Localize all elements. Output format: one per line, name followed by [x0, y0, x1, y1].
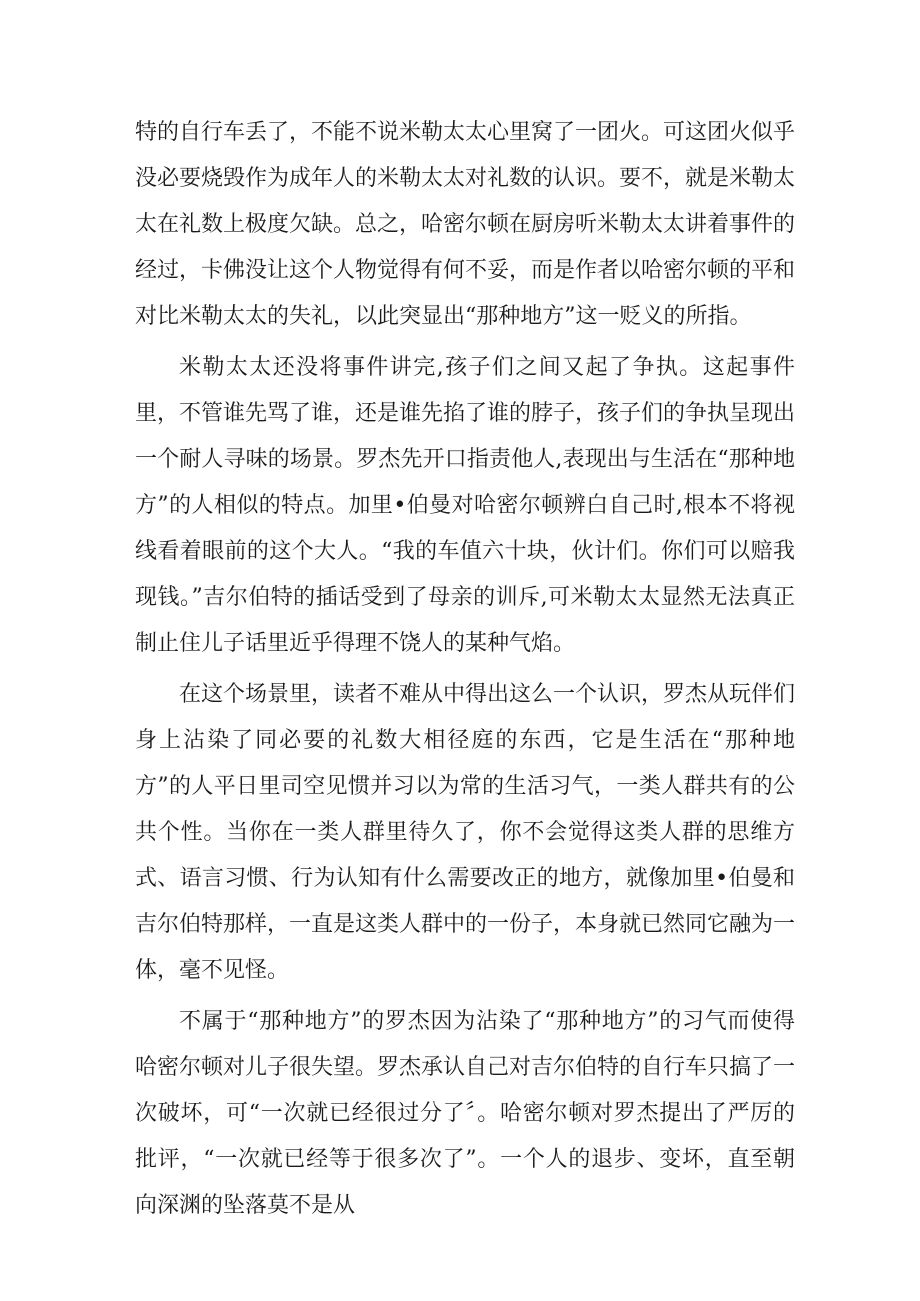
paragraph-3: 在这个场景里，读者不难从中得出这么一个认识，罗杰从玩伴们身上沾染了同必要的礼数大相径庭的东西，它是生活在“那种地方”的人平日里司空见惯并习以为常的生活习气，一类人群共有的公共个性。当你在一类人群里待久了，你不会觉得这类人群的思维方式、语言习惯、行为认知有什么需要改正的地方，就像加里•伯曼和吉尔伯特那样，一直是这类人群中的一份子，本身就已然同它融为一体，毫不见怪。 [135, 682, 796, 983]
paragraph-2: 米勒太太还没将事件讲完,孩子们之间又起了争执。这起事件里，不管谁先骂了谁，还是谁先掐了谁的脖子，孩子们的争执呈现出一个耐人寻味的场景。罗杰先开口指责他人,表现出与生活在“那种地方”的人相似的特点。加里•伯曼对哈密尔顿辨白自己时,根本不将视线看着眼前的这个大人。“我的车值六十块，伙计们。你们可以赔我现钱。”吉尔伯特的插话受到了母亲的训斥,可米勒太太显然无法真正制止住儿子话里近乎得理不饶人的某种气焰。 [135, 355, 796, 656]
paragraph-1: 特的自行车丢了，不能不说米勒太太心里窝了一团火。可这团火似乎没必要烧毁作为成年人的米勒太太对礼数的认识。要不，就是米勒太太在礼数上极度欠缺。总之，哈密尔顿在厨房听米勒太太讲着事件的经过，卡佛没让这个人物觉得有何不妥，而是作者以哈密尔顿的平和对比米勒太太的失礼，以此突显出“那种地方”这一贬义的所指。 [135, 120, 796, 329]
paragraph-4: 不属于“那种地方”的罗杰因为沾染了“那种地方”的习气而使得哈密尔顿对儿子很失望。罗杰承认自己对吉尔伯特的自行车只搞了一次破坏，可“一次就已经很过分了〞。哈密尔顿对罗杰提出了严厉的批评，“一次就已经等于很多次了”。一个人的退步、变坏，直至朝向深渊的坠落莫不是从 [135, 1009, 796, 1218]
body-text [135, 110, 795, 1234]
